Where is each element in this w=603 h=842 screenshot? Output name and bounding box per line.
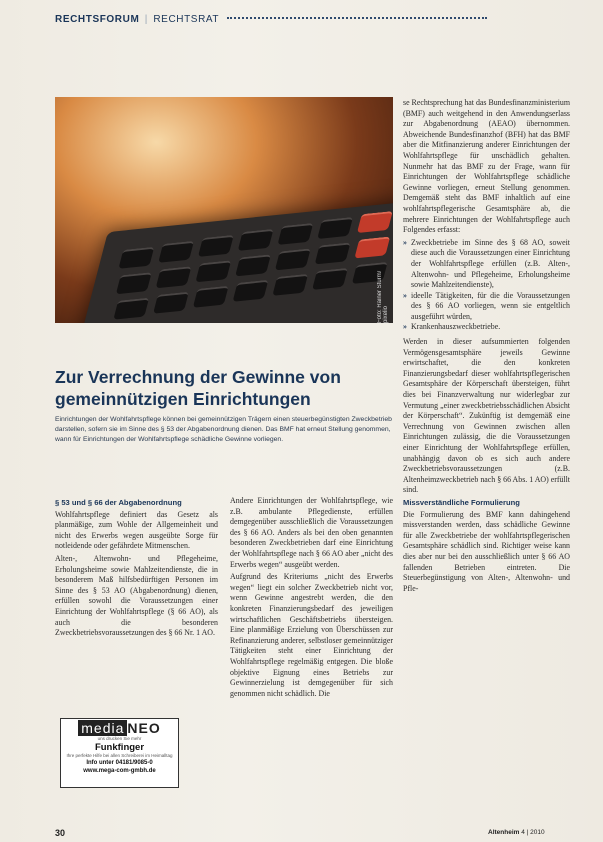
calculator-key — [235, 254, 271, 276]
calculator-key — [193, 286, 229, 308]
calculator-key — [156, 266, 192, 288]
ad-logo-suffix: NEO — [127, 720, 161, 736]
paragraph: Die Formulierung des BMF kann dahingehend missverstanden werden, dass schädliche Gewinne für alle Zweckbetriebe der wohlfahrtspflegerischen Gesamtsphäre schädlich sind. Richtiger weise kann dies aber nur bei den ausschließlich unter § 66 AO fallenden Betrieben eintreten. Die Steuerbegünstigung von Alten-, Altenwohn- und Pfle- — [403, 509, 570, 593]
calculator-key — [158, 241, 194, 263]
subheading: § 53 und § 66 der Abgabenordnung — [55, 498, 182, 507]
page-number: 30 — [55, 828, 66, 838]
paragraph: Werden in dieser aufsummierten folgenden Vermögensgesamtsphäre jeweils Gewinne erwirtschaftet, die den konkreten Finanzierungsbedarf dieser wohlfahrtspflegerischen Gesamtsphäre der Körperschaft übersteigen, führt dies bei Finanzverwaltung nur widerlegbar zur Vermutung „einer zweckbetriebsschädlichen Absicht der Körperschaft“. Zukünftig ist demgemäß eine Verrechnung von Gewinnen zwischen allen Einrichtungen zulässig, die die Voraussetzungen einer Einrichtung der Wohlfahrtspflege erfüllen, unabhängig davon ob es sich auch andere Zweckbetriebsvoraussetzungen (z.B. Altenheimzweckbetrieb nach § 66 Abs. 1 AO) erfüllt sind. — [403, 337, 570, 495]
paragraph: Wohlfahrtspflege definiert das Gesetz als planmäßige, zum Wohle der Allgemeinheit und nicht des Erwerbs wegen ausgeübte Sorge für notleidende oder gefährdete Mitmenschen. — [55, 509, 218, 551]
magazine-name: Altenheim — [488, 829, 520, 836]
paragraph: Aufgrund des Kriteriums „nicht des Erwerbs wegen“ liegt ein solcher Zweckbetrieb nicht vor, wenn Gewinne angestrebt werden, die den konkreten Finanzierungsbedarf des jeweiligen wirtschaftlichen Geschäftsbetriebs übersteigen. Eine planmäßige Erzielung von Überschüssen zur Refinanzierung anderer, selbstloser gemeinnütziger Tätigkeiten steht einer Einrichtung der Wohlfahrtspflege regelmäßig entgegen. Die bloße objektive Eignung eines Betriebs zur Gewinnerzielung ist demgegenüber für sich genommen nicht schädlich. Die — [230, 572, 393, 698]
bullet-item: » Zweckbetriebe im Sinne des § 68 AO, soweit diese auch die Voraussetzungen einer Einrichtung der Wohlfahrtspflege erfüllen (z.B. Alten-, Altenwohn- und Pflegeheime, Erholungsheime sowie Mahlzeitendienste), — [403, 238, 570, 291]
section-header — [55, 14, 575, 30]
bullet-item: » Krankenhauszweckbetriebe. — [403, 322, 570, 333]
ad-url: www.mega-com-gmbh.de — [83, 768, 156, 774]
calculator-key — [275, 248, 311, 270]
subheading: Missverständliche Formulierung — [403, 497, 520, 507]
column-c — [403, 98, 570, 596]
issue-number: 4 | 2010 — [521, 829, 545, 836]
paragraph: se Rechtsprechung hat das Bundesfinanzministerium (BMF) auch weitgehend in den Anwendungserlass zur Abgabenordnung (AEAO) übernommen. Abweichende Bundesfinanzhof (BFH) hat das BMF aber die Mitfinanzierung anderer Einrichtungen der Wohlfahrtspflege für unschädlich gehalten. Nunmehr hat das BMF zu der Frage, wann für Einrichtungen der Wohlfahrtspflege schädliche Gewinne vorliegen, erneut Stellung genommen. Demgemäß steht das BMF inhaltlich auf eine wohlfahrtspflegerische Gesamtsphäre ab, die mehrere Einrichtungen der Wohlfahrtspflege auch Folgendes erfasst: — [403, 98, 570, 235]
ad-logo-text: media — [78, 720, 127, 736]
calculator-key — [118, 247, 154, 269]
ad-tagline: uns drucken Sie mehr — [97, 736, 142, 741]
column-b — [230, 496, 393, 701]
calculator-key — [312, 268, 348, 290]
ad-logo — [61, 720, 178, 736]
calculator-key — [233, 280, 269, 302]
calculator-key — [317, 217, 353, 239]
calculator-key — [113, 298, 149, 320]
calculator-key — [153, 292, 189, 314]
calculator-key — [195, 260, 231, 282]
header-dotted-rule — [227, 17, 487, 19]
advertisement-box — [60, 718, 179, 788]
bullet-item: » ideelle Tätigkeiten, für die die Voraussetzungen des § 66 AO vorliegen, wenn sie entgeltlich ausgeführt würden, — [403, 291, 570, 323]
calculator-key — [238, 229, 274, 251]
article-title: Zur Verrechnung der Gewinne von gemeinnützigen Einrichtungen — [55, 367, 341, 409]
calculator-key — [198, 235, 234, 257]
calculator-photo — [55, 97, 393, 323]
paragraph: Alten-, Altenwohn- und Pflegeheime, Erholungsheime sowie Mahlzeitendienste, die in besonderem Maß hilfsbedürftigen Personen im Sinne des § 53 AO (Abgabenordnung) dienen, erfüllen sowohl die Voraussetzungen einer Einrichtung der Wohlfahrtspflege (§ 66 AO), als auch die besonderen Zweckbetriebsvoraussetzungen des § 66 Nr. 1 AO. — [55, 553, 218, 638]
photo-credit: Foto: Rainer Sturm/ pixelio — [377, 270, 389, 323]
calculator-key-red — [357, 211, 393, 233]
section-label: RECHTSFORUM — [55, 14, 140, 25]
ad-phone: Info unter 04181/9085-0 — [86, 760, 153, 766]
calculator-key — [272, 274, 308, 296]
article-lead: Einrichtungen der Wohlfahrtspflege können bei gemeinnützigen Trägern einen steuerbegünstigten Zweckbetrieb darstellen, sofern sie im Sinne des § 53 der Abgabenordnung dienen. Das BMF hat erneut Stellung genommen, wann für Einrichtungen der Wohlfahrtspflege schädliche Gewinne vorliegen. — [55, 416, 392, 444]
calculator-key — [277, 223, 313, 245]
calculator-key — [116, 272, 152, 294]
bullet-list — [403, 238, 570, 333]
subsection-label: RECHTSRAT — [153, 14, 220, 25]
ad-description: Ihre perfekte Hilfe bei allen Schreiberei im Heimalltag — [66, 753, 173, 758]
magazine-footer — [488, 829, 545, 836]
calculator-body — [72, 199, 393, 323]
ad-brand: Funkfinger — [94, 742, 145, 753]
column-a — [55, 496, 218, 641]
paragraph: Andere Einrichtungen der Wohlfahrtspflege, wie z.B. ambulante Pflegedienste, erfüllen demgegenüber ausschließlich die Voraussetzungen des § 66 AO. Anders als bei den oben genannten besonderen Zweckbetrieben darf eine Einrichtung der Wohlfahrtspflege nach § 66 AO aber „nicht des Erwerbs wegen“ ausgeübt werden. — [230, 496, 393, 569]
calculator-key — [315, 242, 351, 264]
header-separator: | — [144, 14, 148, 25]
